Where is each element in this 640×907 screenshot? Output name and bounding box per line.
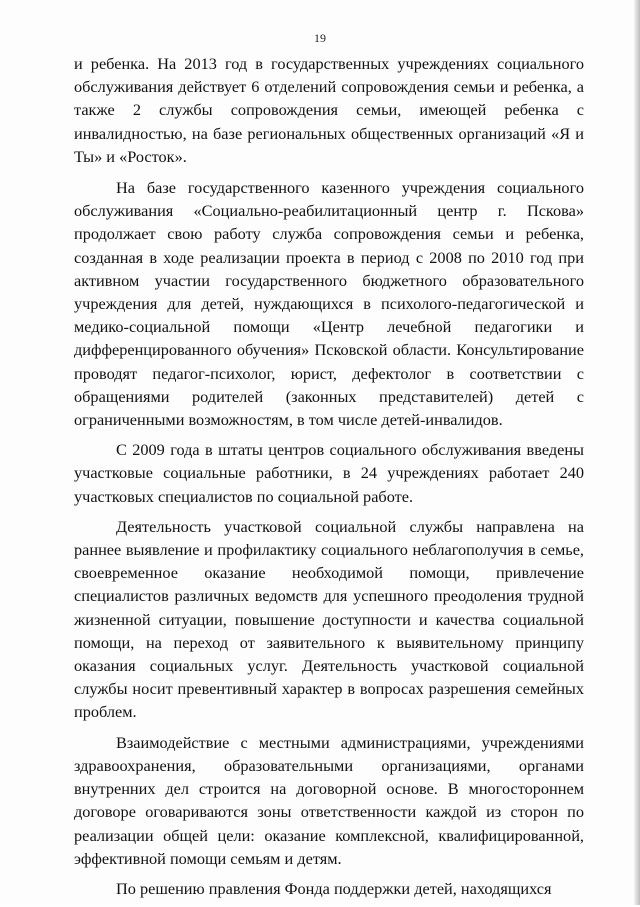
document-body — [74, 52, 584, 907]
paragraph-4: Деятельность участковой социальной службы направлена на раннее выявление и профилактику социального неблагополучия в семье, своевременное оказание необходимой помощи, привлечение специалистов различных ведомств для успешного преодоления трудной жизненной ситуации, повышение доступности и качества социальной помощи, на переход от заявительного к выявительному принципу оказания социальных услуг. Деятельность участковой социальной службы носит превентивный характер в вопросах разрешения семейных проблем. — [74, 516, 584, 722]
paragraph-5: Взаимодействие с местными администрациями, учреждениями здравоохранения, образовательными организациями, органами внутренних дел строится на договорной основе. В многостороннем договоре оговариваются зоны ответственности каждой из сторон по реализации общей цели: оказание комплексной, квалифицированной, эффективной помощи семьям и детям. — [74, 732, 584, 868]
paragraph-3: С 2009 года в штаты центров социального обслуживания введены участковые социальные работники, в 24 учреждениях работает 240 участковых специалистов по социальной работе. — [74, 440, 584, 506]
paragraph-1: и ребенка. На 2013 год в государственных учреждениях социального обслуживания действует 6 отделений сопровождения семьи и ребенка, а также 2 службы сопровождения семьи, имеющей ребенка с инвалидностью, на базе региональных общественных организаций «Я и Ты» и «Росток». — [74, 54, 584, 166]
page-number: 19 — [314, 31, 326, 45]
paragraph-2: На базе государственного казенного учреждения социального обслуживания «Социально-реабилитационный центр г. Пскова» продолжает свою работу служба сопровождения семьи и ребенка, созданная в ходе реализации проекта в период с 2008 по 2010 год при активном участии государственного бюджетного образовательного учреждения для детей, нуждающихся в психолого-педагогической и медико-социальной помощи «Центр лечебной педагогики и дифференцированного обучения» Псковской области. Консультирование проводят педагог-психолог, юрист, дефектолог в соответствии с обращениями родителей (законных представителей) детей с ограниченными возможностям, в том числе детей-инвалидов. — [74, 178, 584, 430]
scan-edge-shadow — [634, 0, 640, 905]
paragraph-6: По решению правления Фонда поддержки детей, находящихся — [116, 878, 552, 898]
